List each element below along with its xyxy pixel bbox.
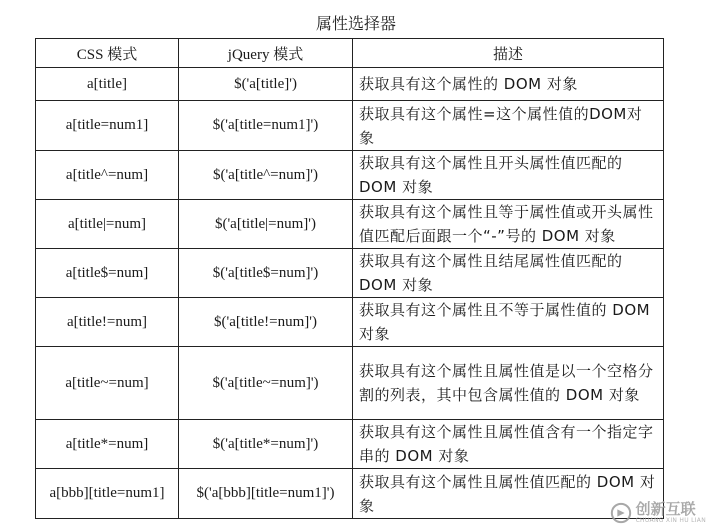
jquery-cell: $('a[title*=num]') [179,420,353,469]
jquery-cell: $('a[title|=num]') [179,200,353,249]
header-description: 描述 [353,39,664,68]
jquery-cell: $('a[title^=num]') [179,151,353,200]
description-cell: 获取具有这个属性且属性值匹配的 DOM 对象 [353,469,664,519]
css-cell: a[title|=num] [36,200,179,249]
brand-logo-icon [610,502,632,524]
watermark-text: 创新互联 [635,500,696,518]
header-css-mode: CSS 模式 [36,39,179,68]
table-row [36,151,664,200]
css-cell: a[title!=num] [36,298,179,347]
table-row [36,469,664,519]
description-cell: 获取具有这个属性且开头属性值匹配的 DOM 对象 [353,151,664,200]
css-cell: a[title*=num] [36,420,179,469]
css-cell: a[title~=num] [36,347,179,420]
attribute-selector-table [35,38,664,519]
css-cell: a[bbb][title=num1] [36,469,179,519]
jquery-cell: $('a[title=num1]') [179,101,353,151]
table-row [36,249,664,298]
table-row [36,420,664,469]
jquery-cell: $('a[title!=num]') [179,298,353,347]
description-cell: 获取具有这个属性且不等于属性值的 DOM 对象 [353,298,664,347]
css-cell: a[title$=num] [36,249,179,298]
description-cell: 获取具有这个属性且属性值是以一个空格分割的列表，其中包含属性值的 DOM 对象 [353,347,664,420]
table-row [36,347,664,420]
jquery-cell: $('a[title$=num]') [179,249,353,298]
watermark [610,502,706,524]
jquery-cell: $('a[bbb][title=num1]') [179,469,353,519]
description-cell: 获取具有这个属性的 DOM 对象 [353,68,664,101]
table-row [36,200,664,249]
header-jquery-mode: jQuery 模式 [179,39,353,68]
table-caption: 属性选择器 [315,14,396,33]
jquery-cell: $('a[title]') [179,68,353,101]
description-cell: 获取具有这个属性=这个属性值的DOM对象 [353,101,664,151]
description-cell: 获取具有这个属性且等于属性值或开头属性值匹配后面跟一个“-”号的 DOM 对象 [353,200,664,249]
table-row [36,68,664,101]
table-row [36,101,664,151]
css-cell: a[title] [36,68,179,101]
css-cell: a[title^=num] [36,151,179,200]
jquery-cell: $('a[title~=num]') [179,347,353,420]
css-cell: a[title=num1] [36,101,179,151]
description-cell: 获取具有这个属性且结尾属性值匹配的 DOM 对象 [353,249,664,298]
description-cell: 获取具有这个属性且属性值含有一个指定字串的 DOM 对象 [353,420,664,469]
watermark-subtext: CHUANG XIN HU LIAN [635,517,706,524]
table-row [36,298,664,347]
header-row [36,39,664,68]
